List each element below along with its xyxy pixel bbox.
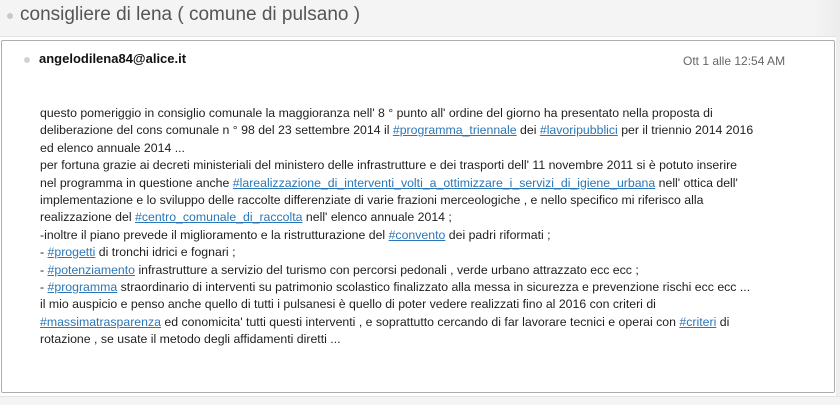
message-text: deliberazione del cons comunale n ° 98 del 23 settembre 2014 il — [40, 123, 393, 138]
window-title: consigliere di lena ( comune di pulsano ) — [20, 4, 361, 25]
message-text: dei — [516, 123, 540, 138]
message-line — [40, 105, 824, 122]
bullet-icon — [7, 13, 13, 19]
message-line — [40, 331, 824, 348]
hashtag-link[interactable]: #larealizzazione_di_interventi_volti_a_ottimizzare_i_servizi_di_igiene_urbana — [232, 175, 656, 190]
message-text: - — [40, 245, 48, 260]
scrollbar-track[interactable] — [836, 36, 840, 404]
message-line — [40, 227, 824, 244]
message-text: per il triennio 2014 2016 — [617, 123, 754, 138]
hashtag-link[interactable]: #lavoripubblici — [539, 123, 618, 138]
message-line — [40, 262, 824, 279]
message-text: nel programma in questione anche — [40, 175, 233, 190]
message-text: di — [716, 314, 730, 329]
hashtag-link[interactable]: #criteri — [679, 314, 717, 329]
message-text: nell' ottica dell' — [655, 175, 738, 190]
message-text: il mio auspicio e penso anche quello di tutti i pulsanesi è quello di poter vedere realizzati fino al 2016 con criteri di — [40, 297, 656, 312]
hashtag-link[interactable]: #potenziamento — [47, 262, 136, 277]
message-line — [40, 192, 824, 209]
message-line — [40, 157, 824, 174]
message-text: di tronchi idrici e fognari ; — [95, 245, 236, 260]
hashtag-link[interactable]: #programma_triennale — [392, 123, 517, 138]
message-line — [40, 314, 824, 331]
message-text: implementazione e lo sviluppo delle raccolte differenziate di varie frazioni merceologiche , e nello specifico mi riferisco alla — [40, 192, 704, 207]
hashtag-link[interactable]: #programma — [47, 279, 118, 294]
message-line — [40, 209, 824, 226]
hashtag-link[interactable]: #centro_comunale_di_raccolta — [135, 210, 303, 225]
message-text: realizzazione del — [40, 210, 136, 225]
hashtag-link[interactable]: #progetti — [47, 245, 96, 260]
message-text: rotazione , se usate il metodo degli affidamenti diretti ... — [40, 332, 341, 347]
message-line — [40, 296, 824, 313]
message-text: straordinario di interventi su patrimonio scolastico finalizzato alla messa in sicurezza e prevenzione rischi ecc ecc ... — [117, 279, 751, 294]
hashtag-link[interactable]: #convento — [388, 227, 446, 242]
title-fade — [814, 0, 840, 36]
message-text: infrastrutture a servizio del turismo con percorsi pedonali , verde urbano attrazzato ecc ecc ; — [135, 262, 639, 277]
message-text: nell' elenco annuale 2014 ; — [302, 210, 452, 225]
message-text: dei padri riformati ; — [445, 227, 551, 242]
message-body — [40, 105, 824, 348]
message-text: -inoltre il piano prevede il miglioramento e la ristrutturazione del — [40, 227, 389, 242]
message-text: per fortuna grazie ai decreti ministeriali del ministero delle infrastrutture e dei trasporti dell' 11 novembre 2011 si è potuto inserire — [40, 158, 738, 173]
hashtag-link[interactable]: #massimatrasparenza — [40, 314, 161, 329]
message-text: ed elenco annuale 2014 ... — [40, 140, 185, 155]
message-line — [40, 244, 824, 261]
message-line — [40, 279, 824, 296]
window-title-bar — [0, 0, 840, 37]
message-card[interactable] — [1, 40, 835, 393]
message-text: - — [40, 279, 48, 294]
message-line — [40, 140, 824, 157]
message-text: ed conomicita' tutti questi interventi , e soprattutto cercando di far lavorare tecnici e operai con — [160, 314, 680, 329]
message-text: questo pomeriggio in consiglio comunale la maggioranza nell' 8 ° punto all' ordine del giorno ha presentato nella proposta di — [40, 106, 713, 120]
sender-name[interactable]: angelodilena84@alice.it — [39, 51, 187, 66]
message-line — [40, 175, 824, 192]
message-text: - — [40, 262, 48, 277]
message-line — [40, 122, 824, 139]
bullet-icon — [24, 57, 30, 63]
message-timestamp: Ott 1 alle 12:54 AM — [683, 54, 786, 68]
